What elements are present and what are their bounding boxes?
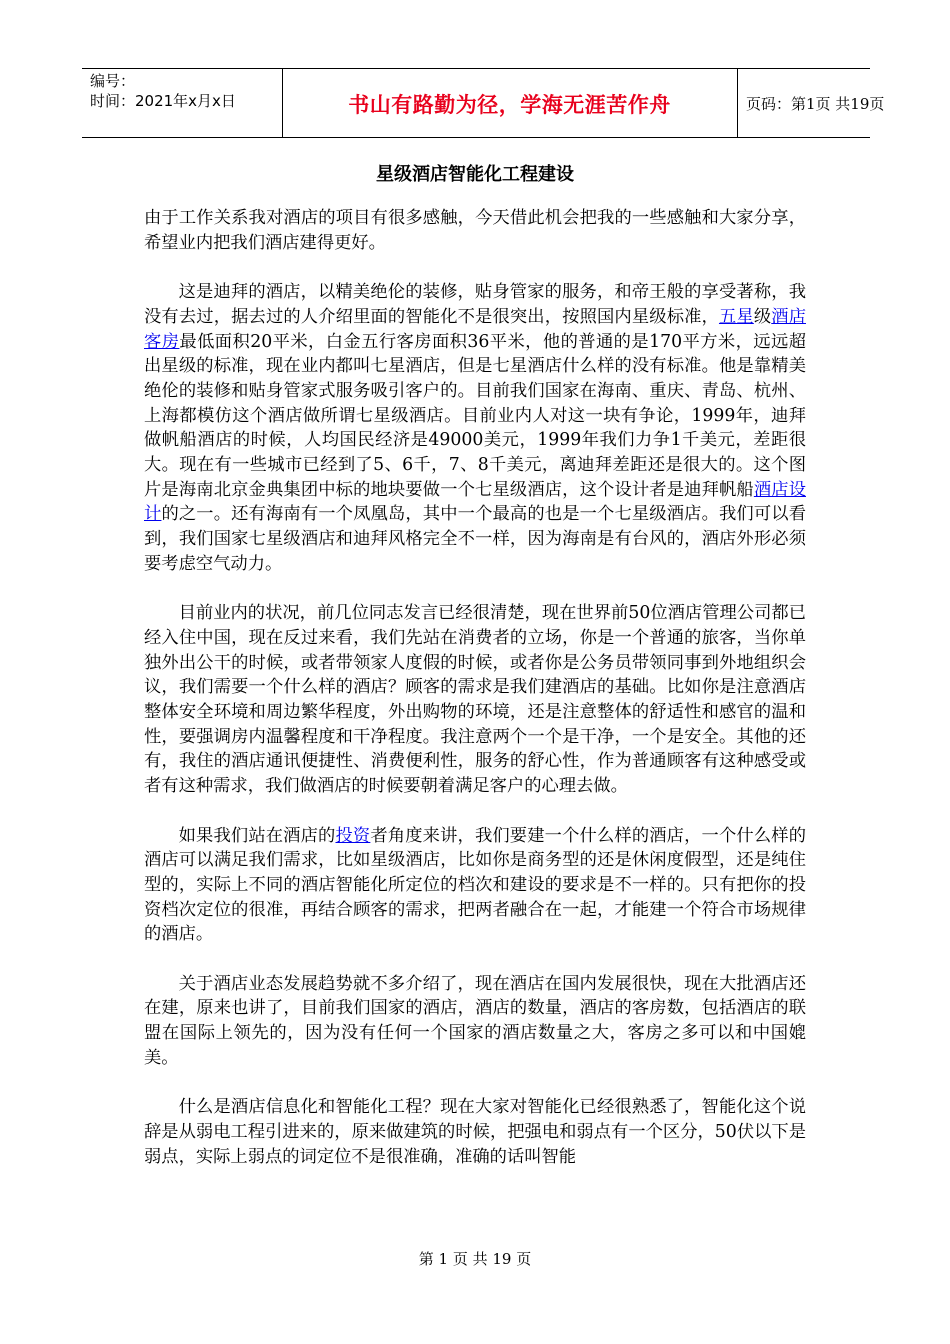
paragraph bbox=[144, 280, 806, 576]
inline-link[interactable]: 投资 bbox=[335, 825, 371, 846]
inline-link[interactable]: 酒店设计 bbox=[144, 479, 806, 525]
paragraph-text: 目前业内的状况，前几位同志发言已经很清楚，现在世界前50位酒店管理公司都已经入住中国，现在反过来看，我们先站在消费者的立场，你是一个普通的旅客，当你单独外出公干的时候，或者带领家人度假的时候，或者你是公务员带领同事到外地组织会议，我们需要一个什么样的酒店？顾客的需求是我们建酒店的基础。比如你是注意酒店整体安全环境和周边繁华程度，外出购物的环境，还是注意整体的舒适性和感官的温和性，要强调房内温馨程度和干净程度。我注意两个一个是干净，一个是安全。其他的还有，我住的酒店通讯便捷性、消费便利性，服务的舒心性，作为普通顾客有这种感受或者有这种需求，我们做酒店的时候要朝着满足客户的心理去做。 bbox=[144, 603, 806, 797]
header-table bbox=[82, 68, 885, 138]
paragraph-text: 由于工作关系我对酒店的项目有很多感触，今天借此机会把我的一些感触和大家分享，希望业内把我们酒店建得更好。 bbox=[144, 208, 806, 253]
document-body bbox=[144, 206, 806, 1194]
header-meta-cell bbox=[82, 69, 282, 137]
header-motto-cell bbox=[283, 69, 736, 137]
document-number-label: 编号： bbox=[90, 72, 136, 90]
paragraph bbox=[144, 601, 806, 799]
inline-link[interactable]: 五星 bbox=[718, 306, 754, 327]
paragraph bbox=[144, 824, 806, 948]
paragraph bbox=[144, 972, 806, 1071]
header-page-info: 页码：第1页 共19页 bbox=[746, 95, 885, 113]
header-page-cell bbox=[738, 69, 885, 137]
paragraph-text: 最低面积20平米，白金五行客房面积36平米，他的普通的是170平方米，远远超出星级的标准，现在业内都叫七星酒店，但是七星酒店什么样的没有标准。他是靠精美绝伦的装修和贴身管家式服务吸引客户的。目前我们国家在海南、重庆、青岛、杭州、上海都模仿这个酒店做所谓七星级酒店。目前业内人对这一块有争论，1999年，迪拜做帆船酒店的时候，人均国民经济是49000美元，1999年我们力争1千美元，差距很大。现在有一些城市已经到了5、6千，7、8千美元，离迪拜差距还是很大的。这个图片是海南北京金典集团中标的地块要做一个七星级酒店，这个设计者是迪拜帆船 bbox=[144, 331, 806, 500]
header-motto: 书山有路勤为径，学海无涯苦作舟 bbox=[348, 93, 671, 117]
paragraph-text: 级 bbox=[753, 306, 772, 327]
paragraph-text: 者角度来讲，我们要建一个什么样的酒店，一个什么样的酒店可以满足我们需求，比如星级酒店，比如你是商务型的还是休闲度假型，还是纯住型的，实际上不同的酒店智能化所定位的档次和建设的要求是不一样的。只有把你的投资档次定位的很准，再结合顾客的需求，把两者融合在一起，才能建一个符合市场规律的酒店。 bbox=[144, 825, 806, 945]
inline-link[interactable]: 酒店客房 bbox=[144, 306, 806, 352]
paragraph-text: 什么是酒店信息化和智能化工程？现在大家对智能化已经很熟悉了，智能化这个说辞是从弱电工程引进来的，原来做建筑的时候，把强电和弱点有一个区分，50伏以下是弱点，实际上弱点的词定位不是很准确，准确的话叫智能 bbox=[144, 1097, 806, 1167]
document-title: 星级酒店智能化工程建设 bbox=[376, 164, 574, 185]
paragraph bbox=[144, 1095, 806, 1169]
paragraph-text: 这是迪拜的酒店，以精美绝伦的装修，贴身管家的服务，和帝王般的享受著称，我没有去过，据去过的人介绍里面的智能化不是很突出，按照国内星级标准， bbox=[144, 282, 806, 327]
document-time-label: 时间：2021年x月x日 bbox=[90, 92, 236, 110]
page-footer: 第 1 页 共 19 页 bbox=[418, 1250, 532, 1268]
paragraph-text: 的之一。还有海南有一个凤凰岛，其中一个最高的也是一个七星级酒店。我们可以看到，我们国家七星级酒店和迪拜风格完全不一样，因为海南是有台风的，酒店外形必须要考虑空气动力。 bbox=[144, 504, 806, 574]
paragraph-text: 如果我们站在酒店的 bbox=[178, 825, 336, 846]
paragraph bbox=[144, 206, 806, 255]
paragraph-text: 关于酒店业态发展趋势就不多介绍了，现在酒店在国内发展很快，现在大批酒店还在建，原来也讲了，目前我们国家的酒店，酒店的数量，酒店的客房数，包括酒店的联盟在国际上领先的，因为没有任何一个国家的酒店数量之大，客房之多可以和中国媲美。 bbox=[144, 973, 806, 1068]
